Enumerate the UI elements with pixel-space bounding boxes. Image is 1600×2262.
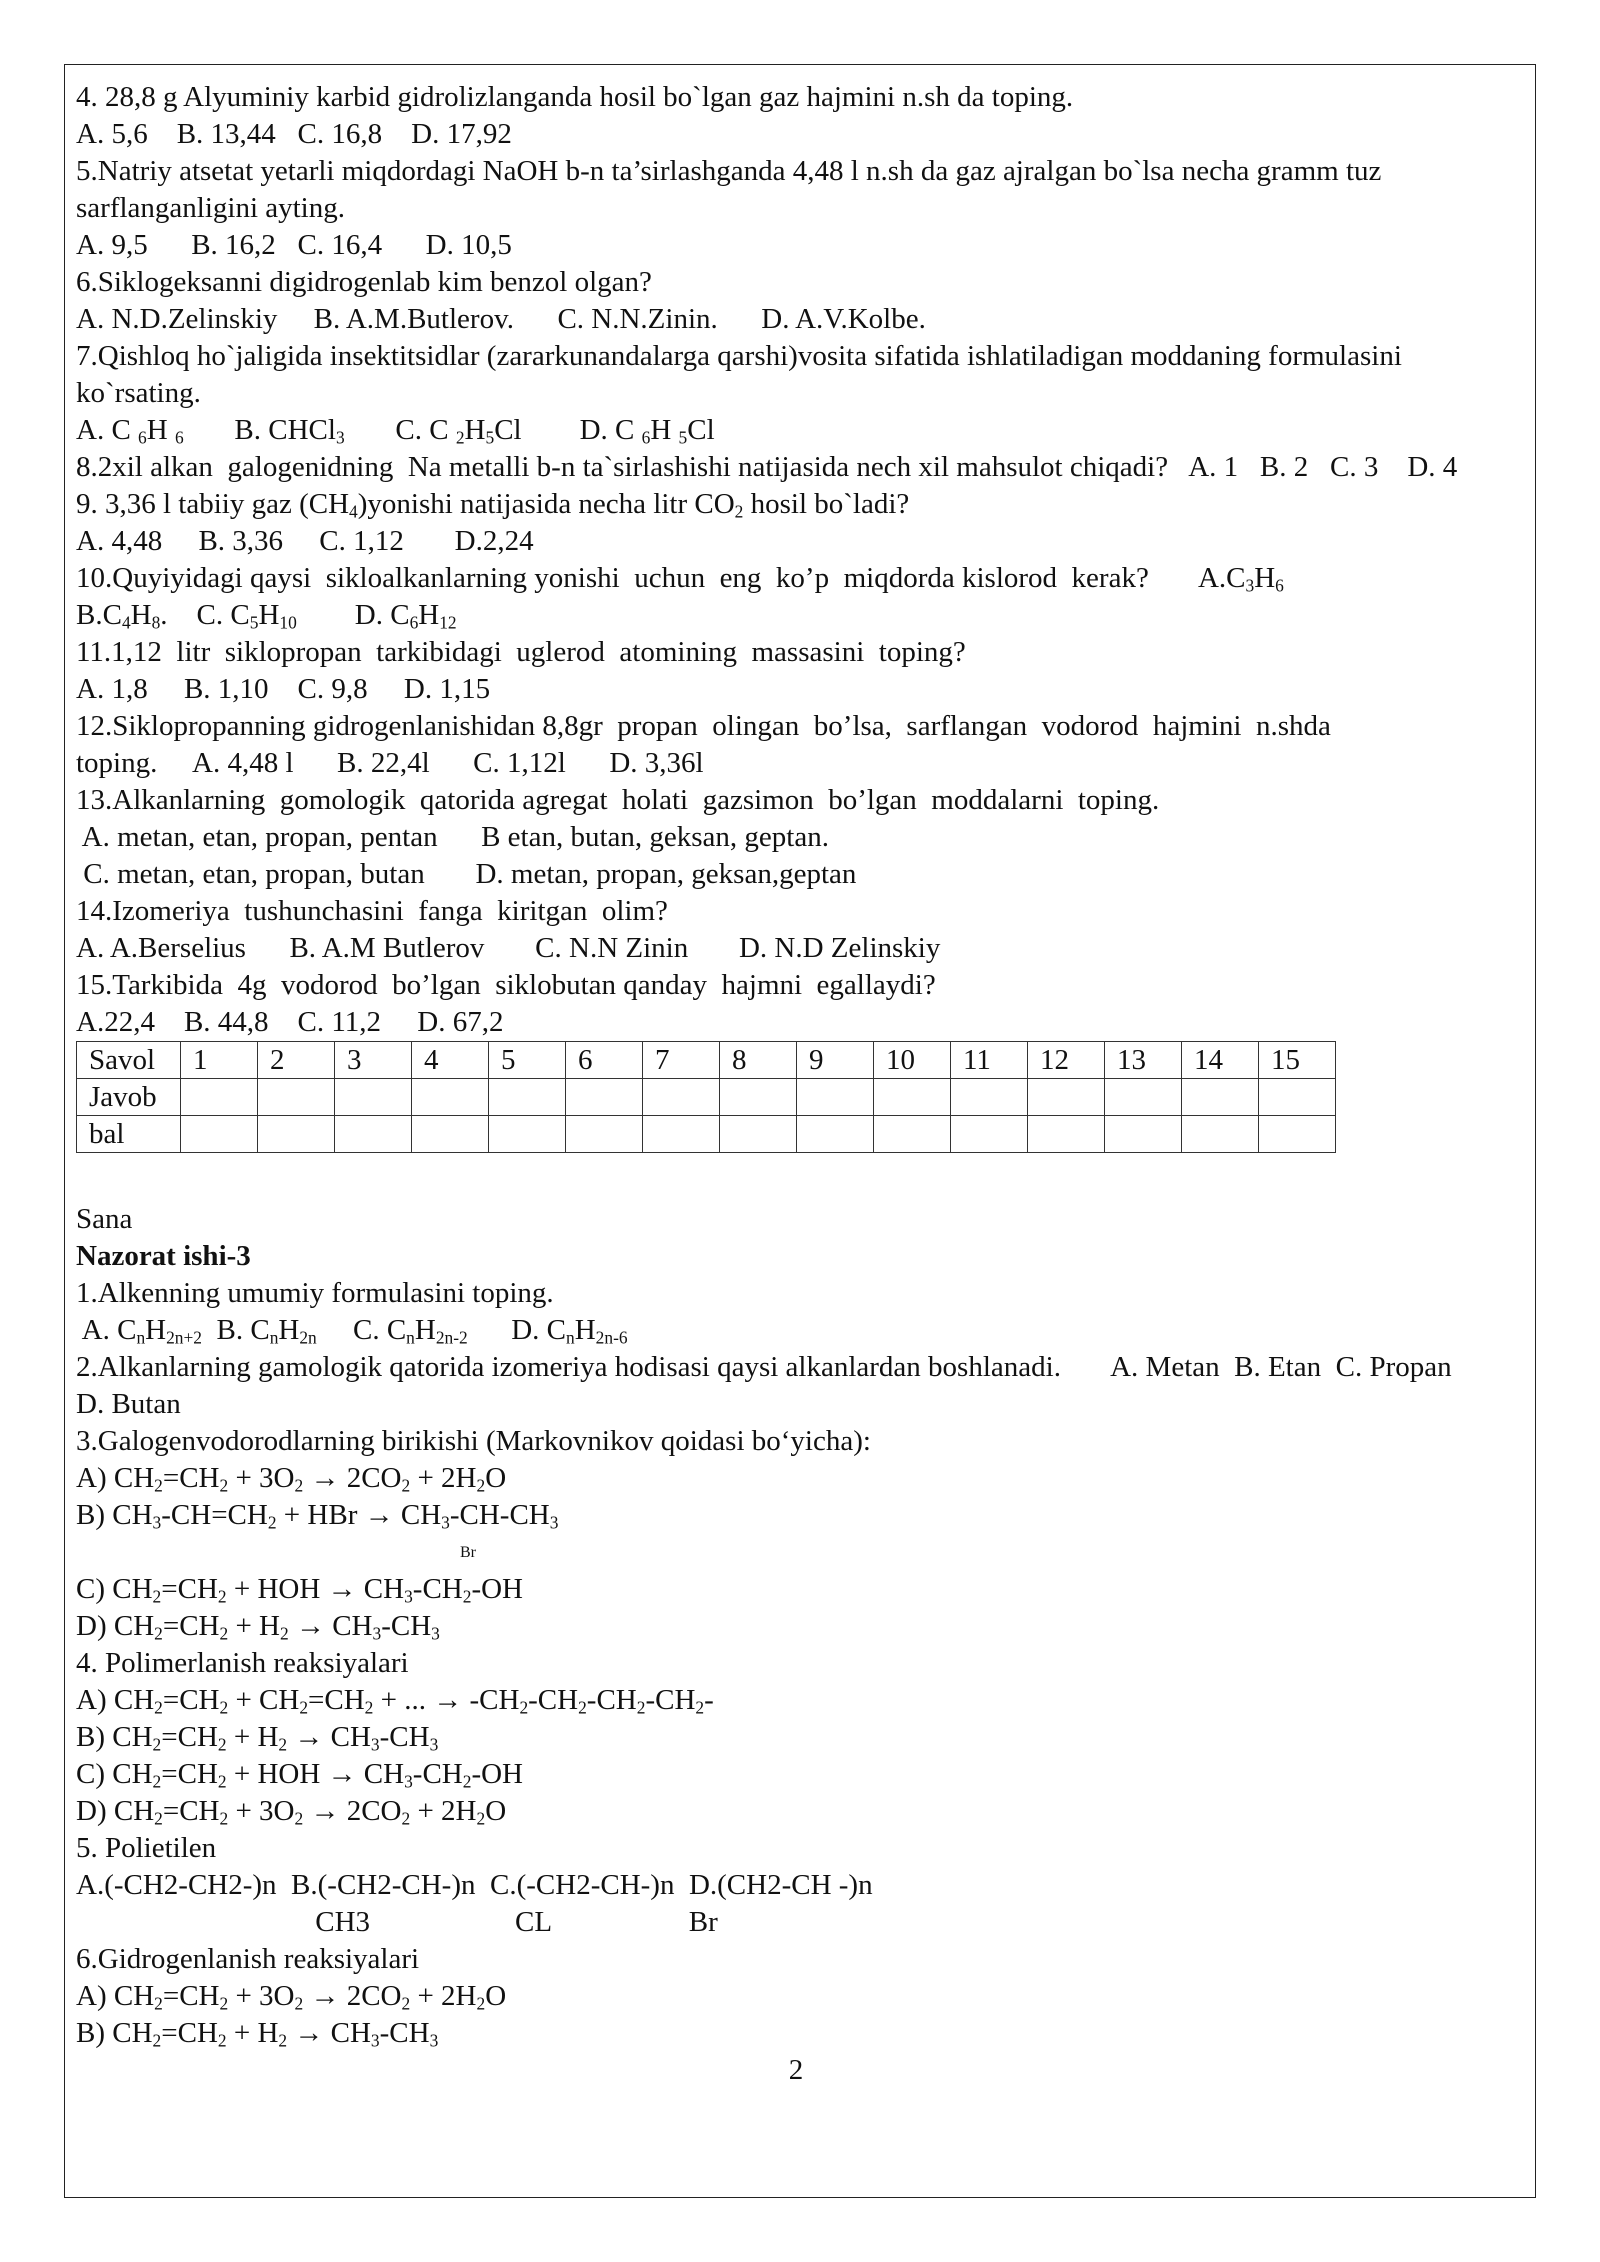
n-question-1-options: A. $C_nH_{2n+2}$ B. $C_nH_{2n}$ C. $C_nH_{2n-2}$ D. $C_nH_{2n-6}$ (76, 1314, 628, 1348)
n-question-6: 6.Gidrogenlanish reaksiyalari (76, 1943, 420, 1975)
n-question-3-option-c: C) $CH_2=CH_2$ + HOH → $CH_3-CH_2-OH$ (76, 1573, 523, 1607)
question-6: 6.Siklogeksanni digidrogenlab kim benzol olgan? (76, 266, 652, 298)
answer-cell[interactable] (489, 1079, 566, 1116)
answer-table-question-number: 7 (643, 1042, 720, 1079)
answer-cell[interactable] (797, 1079, 874, 1116)
n-question-5-substituents: CH3 CL Br (76, 1906, 718, 1938)
score-cell[interactable] (1182, 1116, 1259, 1153)
n-question-6-option-b: B) $CH_2=CH_2 + H_2 \to CH_3-CH_3$ (76, 2017, 439, 2051)
question-14: 14.Izomeriya tushunchasini fanga kiritgan olim? (76, 895, 668, 927)
n-question-3-option-b-substituent: Br (460, 1544, 476, 1561)
answer-cell[interactable] (643, 1079, 720, 1116)
score-cell[interactable] (181, 1116, 258, 1153)
question-12-options: toping. A. 4,48 l B. 22,4l C. 1,12l D. 3,36l (76, 747, 704, 779)
score-cell[interactable] (720, 1116, 797, 1153)
answer-table-label-javob: Javob (77, 1079, 181, 1116)
question-15: 15.Tarkibida 4g vodorod bo’lgan siklobutan qanday hajmni egallaydi? (76, 969, 936, 1001)
answer-table-question-number: 12 (1028, 1042, 1105, 1079)
answer-table-question-number: 5 (489, 1042, 566, 1079)
answer-table-question-number: 14 (1182, 1042, 1259, 1079)
answer-cell[interactable] (181, 1079, 258, 1116)
answer-cell[interactable] (1259, 1079, 1336, 1116)
question-9: 9. 3,36 l tabiiy gaz $(CH_4)yonishi$ natijasida necha litr $CO_2$ hosil bo`ladi? (76, 488, 910, 522)
document-content (76, 79, 1516, 2089)
answer-table-question-number: 15 (1259, 1042, 1336, 1079)
score-cell[interactable] (412, 1116, 489, 1153)
question-12: 12.Siklopropanning gidrogenlanishidan 8,8gr propan olingan bo’lsa, sarflangan vodorod hajmini n.shda (76, 710, 1331, 742)
answer-cell[interactable] (951, 1079, 1028, 1116)
spacer (76, 1153, 1516, 1201)
n-question-4-option-d: D) $CH_2=CH_2 + 3O_2 \to 2CO_2 + 2H_2O$ (76, 1795, 507, 1829)
score-cell[interactable] (1028, 1116, 1105, 1153)
n-question-4: 4. Polimerlanish reaksiyalari (76, 1647, 409, 1679)
n-question-3: 3.Galogenvodorodlarning birikishi (Markovnikov qoidasi bo‘yicha): (76, 1425, 871, 1457)
n-question-2: 2.Alkanlarning gamologik qatorida izomeriya hodisasi qaysi alkanlardan boshlanadi. A. Metan B. Etan C. Propan D. Butan (76, 1351, 1503, 1420)
answer-table (76, 1041, 1336, 1153)
score-cell[interactable] (643, 1116, 720, 1153)
question-7-options: A. C $_6$H $_6$ B. CHCl$_3$ C. C $_2H_5Cl$ D. C $_6$H $_5$Cl (76, 414, 715, 448)
n-question-6-option-a: A) $CH_2=CH_2 + 3O_2 \to 2CO_2 + 2H_2O$ (76, 1980, 507, 2014)
n-question-4-option-a: A) $CH_2=CH_2 + CH_2=CH_2$ + ... → $-CH_2-CH_2-CH_2-CH_2-$ (76, 1684, 714, 1718)
question-15-options: A.22,4 B. 44,8 C. 11,2 D. 67,2 (76, 1006, 504, 1038)
answer-cell[interactable] (1028, 1079, 1105, 1116)
question-7: 7.Qishloq ho`jaligida insektitsidlar (zararkunandalarga qarshi)vosita sifatida ishlatiladigan moddaning formulasini ko`rsating. (76, 340, 1410, 409)
n-question-1: 1.Alkenning umumiy formulasini toping. (76, 1277, 554, 1309)
answer-table-question-number: 1 (181, 1042, 258, 1079)
answer-table-row-bal (77, 1116, 1336, 1153)
score-cell[interactable] (951, 1116, 1028, 1153)
question-8: 8.2xil alkan galogenidning Na metalli b-n ta`sirlashishi natijasida nech xil mahsulot chiqadi? A. 1 B. 2 C. 3 D. 4 (76, 451, 1458, 483)
answer-cell[interactable] (566, 1079, 643, 1116)
answer-table-row-javob (77, 1079, 1336, 1116)
n-question-3-option-b: B) $CH_3-CH=CH_2$ + HBr → $CH_3-CH-CH_3$ (76, 1499, 559, 1533)
n-question-5: 5. Polietilen (76, 1832, 217, 1864)
question-5: 5.Natriy atsetat yetarli miqdordagi NaOH b-n ta’sirlashganda 4,48 l n.sh da gaz ajralgan bo`lsa necha gramm tuz sarflanganligini ayting. (76, 155, 1389, 224)
question-6-options: A. N.D.Zelinskiy B. A.M.Butlerov. C. N.N.Zinin. D. A.V.Kolbe. (76, 303, 926, 335)
answer-table-question-number: 10 (874, 1042, 951, 1079)
score-cell[interactable] (797, 1116, 874, 1153)
score-cell[interactable] (566, 1116, 643, 1153)
answer-table-question-number: 6 (566, 1042, 643, 1079)
question-13-options-cd: C. metan, etan, propan, butan D. metan, propan, geksan,geptan (76, 858, 857, 890)
score-cell[interactable] (258, 1116, 335, 1153)
answer-cell[interactable] (1105, 1079, 1182, 1116)
answer-cell[interactable] (258, 1079, 335, 1116)
n-question-5-options: A.(-CH2-CH2-)n B.(-CH2-CH-)n C.(-CH2-CH-)n D.(CH2-CH -)n (76, 1869, 873, 1901)
score-cell[interactable] (335, 1116, 412, 1153)
score-cell[interactable] (489, 1116, 566, 1153)
question-11-options: A. 1,8 B. 1,10 C. 9,8 D. 1,15 (76, 673, 491, 705)
answer-table-question-number: 4 (412, 1042, 489, 1079)
question-14-options: A. A.Berselius B. A.M Butlerov C. N.N Zinin D. N.D Zelinskiy (76, 932, 941, 964)
score-cell[interactable] (1259, 1116, 1336, 1153)
score-cell[interactable] (1105, 1116, 1182, 1153)
question-4-options: A. 5,6 B. 13,44 C. 16,8 D. 17,92 (76, 118, 512, 150)
section-title (76, 1238, 1516, 1275)
question-13: 13.Alkanlarning gomologik qatorida agregat holati gazsimon bo’lgan moddalarni toping. (76, 784, 1160, 816)
answer-table-question-number: 2 (258, 1042, 335, 1079)
score-cell[interactable] (874, 1116, 951, 1153)
answer-table-label-bal: bal (77, 1116, 181, 1153)
answer-table-row-savol (77, 1042, 1336, 1079)
question-9-options: A. 4,48 B. 3,36 C. 1,12 D.2,24 (76, 525, 534, 557)
n-question-3-option-a: A) $CH_2=CH_2 + 3O_2 \to 2CO_2 + 2H_2O$ (76, 1462, 507, 1496)
answer-table-question-number: 13 (1105, 1042, 1182, 1079)
n-question-4-option-c: C) $CH_2=CH_2$ + HOH → $CH_3-CH_2-OH$ (76, 1758, 523, 1792)
n-question-3-option-d: D) $CH_2=CH_2 + H_2 \to CH_3-CH_3$ (76, 1610, 440, 1644)
question-4: 4. 28,8 g Alyuminiy karbid gidrolizlanganda hosil bo`lgan gaz hajmini n.sh da toping. (76, 81, 1074, 113)
answer-cell[interactable] (874, 1079, 951, 1116)
answer-table-question-number: 8 (720, 1042, 797, 1079)
answer-cell[interactable] (720, 1079, 797, 1116)
answer-table-question-number: 3 (335, 1042, 412, 1079)
question-13-options-ab: A. metan, etan, propan, pentan B etan, butan, geksan, geptan. (76, 821, 829, 853)
section-title-text: Nazorat ishi-3 (76, 1240, 251, 1272)
n-question-4-option-b: B) $CH_2=CH_2 + H_2 \to CH_3-CH_3$ (76, 1721, 439, 1755)
answer-table-label-savol: Savol (77, 1042, 181, 1079)
answer-table-question-number: 11 (951, 1042, 1028, 1079)
page-number: 2 (788, 2054, 804, 2086)
answer-cell[interactable] (1182, 1079, 1259, 1116)
question-11: 11.1,12 litr siklopropan tarkibidagi uglerod atomining massasini toping? (76, 636, 966, 668)
question-10-options: $B.C_4H_8$. C. $C_5H_{10}$ D. $C_6H_{12}$ (76, 599, 457, 633)
question-10: 10.Quyiyidagi qaysi sikloalkanlarning yonishi uchun eng ko’p miqdorda kislorod kerak? $A.C_3H_6$ (76, 562, 1284, 596)
date-label: Sana (76, 1203, 133, 1235)
answer-cell[interactable] (335, 1079, 412, 1116)
question-5-options: A. 9,5 B. 16,2 C. 16,4 D. 10,5 (76, 229, 512, 261)
answer-table-question-number: 9 (797, 1042, 874, 1079)
answer-cell[interactable] (412, 1079, 489, 1116)
